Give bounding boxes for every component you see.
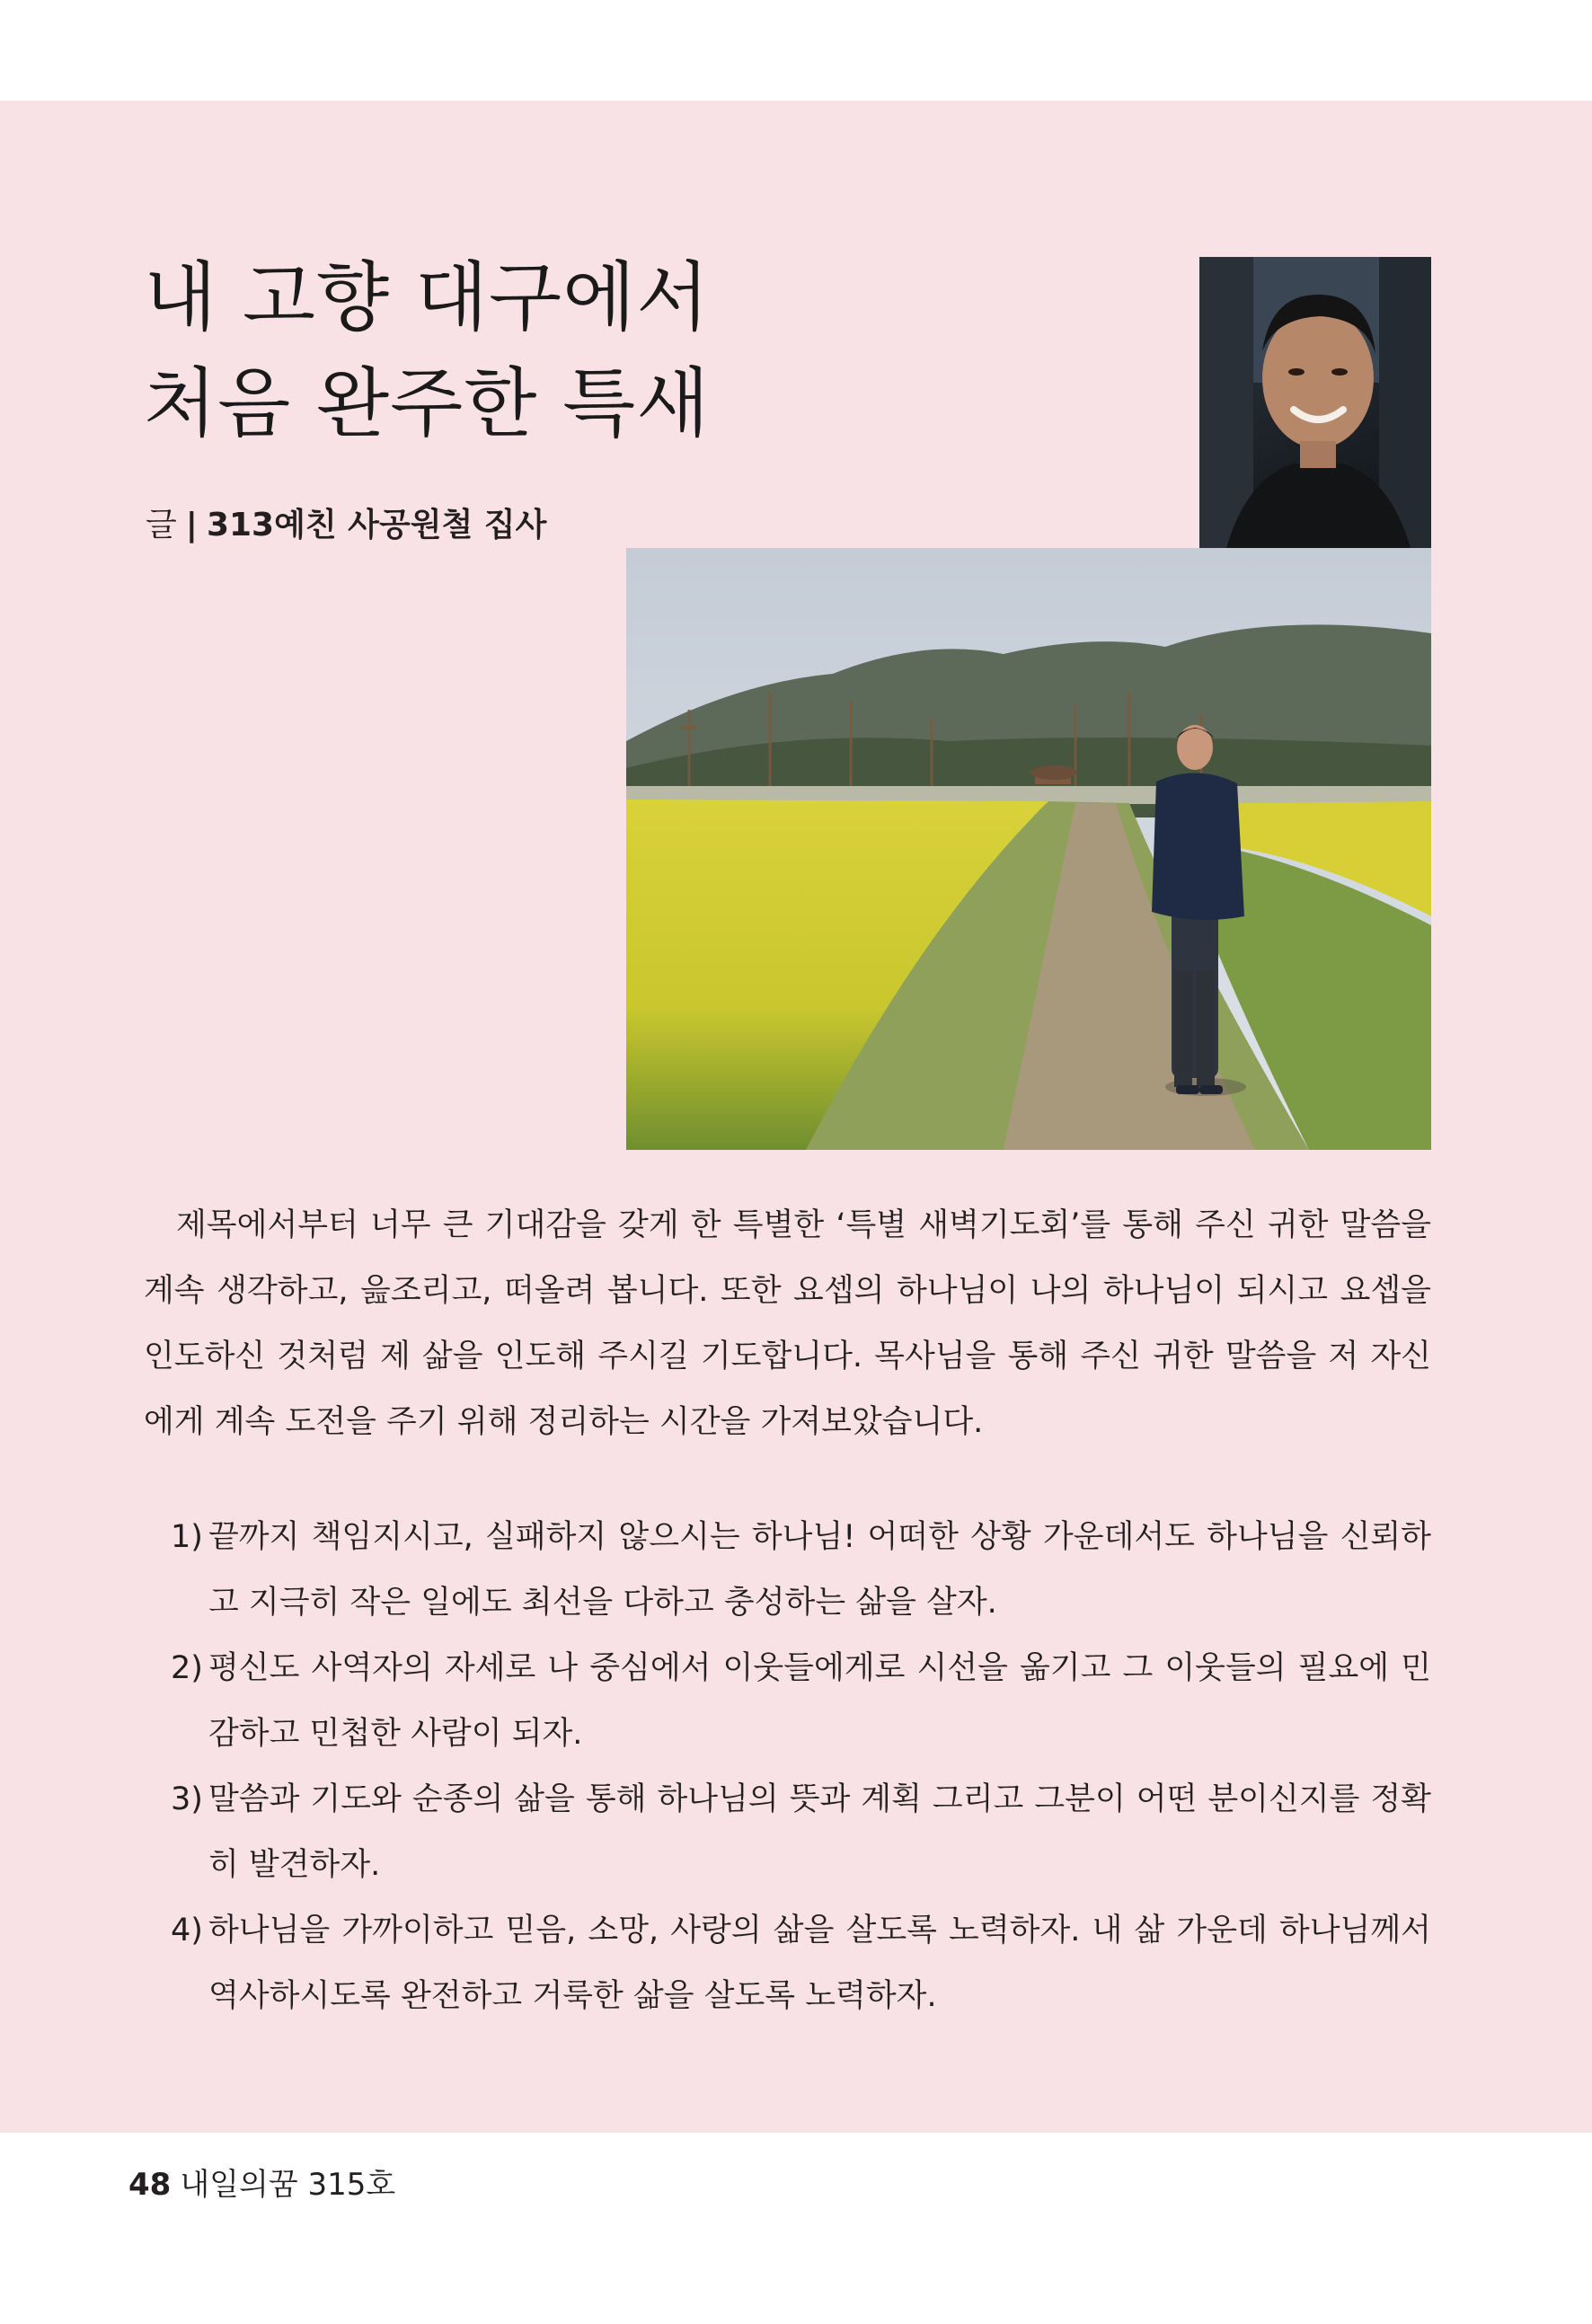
- page-footer: [128, 2163, 395, 2206]
- list-item-number: 1): [171, 1519, 203, 1555]
- list-item: [171, 1898, 1431, 2029]
- byline: [146, 503, 546, 548]
- title-line-1: 내 고향 대구에서: [144, 253, 711, 341]
- list-item-number: 3): [171, 1781, 203, 1817]
- list-item-text: 말씀과 기도와 순종의 삶을 통해 하나님의 뜻과 계획 그리고 그분이 어떤 분이신지를 정확히 발견하자.: [208, 1781, 1431, 1883]
- byline-prefix: 글: [146, 507, 177, 543]
- article-title: [144, 244, 710, 456]
- author-portrait-photo: [1199, 257, 1431, 588]
- publication-name: 내일의꿈 315호: [180, 2167, 396, 2203]
- list-item: [171, 1636, 1431, 1767]
- body-paragraph: 제목에서부터 너무 큰 기대감을 갖게 한 특별한 ‘특별 새벽기도회’를 통해 주신 귀한 말씀을 계속 생각하고, 읊조리고, 떠올려 봅니다. 또한 요셉의 하나님이 나의 하나님이 되시고 요셉을 인도하신 것처럼 제 삶을 인도해 주시길 기도합니다. 목사님을 통해 주신 귀한 말씀을 저 자신에게 계속 도전을 주기 위해 정리하는 시간을 가져보았습니다.: [144, 1207, 1431, 1440]
- list-item-number: 4): [171, 1913, 203, 1948]
- list-item-text: 하나님을 가까이하고 믿음, 소망, 사랑의 삶을 살도록 노력하자. 내 삶 가운데 하나님께서 역사하시도록 완전하고 거룩한 삶을 살도록 노력하자.: [208, 1913, 1431, 2014]
- list-item-text: 평신도 사역자의 자세로 나 중심에서 이웃들에게로 시선을 옮기고 그 이웃들의 필요에 민감하고 민첩한 사람이 되자.: [208, 1650, 1431, 1752]
- page-number: 48: [128, 2167, 172, 2203]
- resolution-list: [171, 1505, 1431, 2029]
- byline-author: 313예친 사공원철 집사: [206, 507, 547, 543]
- byline-separator: |: [185, 507, 198, 543]
- list-item: [171, 1505, 1431, 1636]
- title-line-2: 처음 완주한 특새: [144, 359, 711, 447]
- list-item-number: 2): [171, 1650, 203, 1686]
- landscape-photo: [626, 548, 1431, 1150]
- list-item: [171, 1767, 1431, 1898]
- list-item-text: 끝까지 책임지시고, 실패하지 않으시는 하나님! 어떠한 상황 가운데서도 하나님을 신뢰하고 지극히 작은 일에도 최선을 다하고 충성하는 삶을 살자.: [208, 1519, 1431, 1621]
